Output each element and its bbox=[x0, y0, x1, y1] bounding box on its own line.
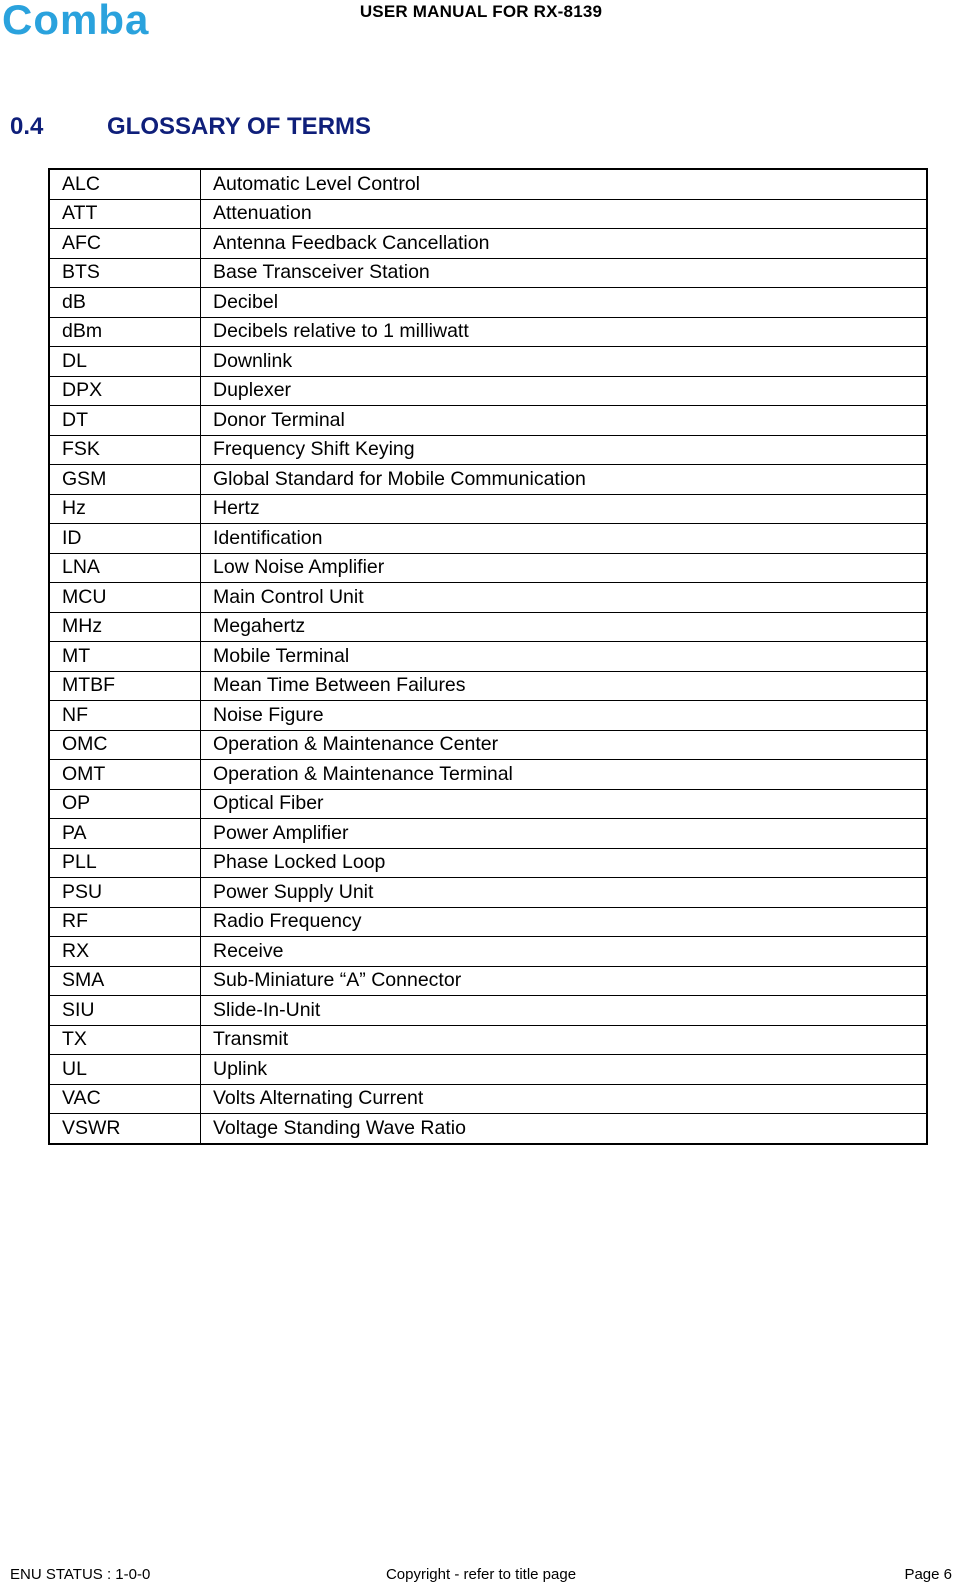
glossary-definition: Transmit bbox=[201, 1025, 928, 1055]
glossary-definition: Global Standard for Mobile Communication bbox=[201, 465, 928, 495]
footer-page-number: Page 6 bbox=[904, 1566, 952, 1583]
glossary-definition: Hertz bbox=[201, 494, 928, 524]
glossary-definition: Receive bbox=[201, 937, 928, 967]
glossary-definition: Decibel bbox=[201, 288, 928, 318]
footer-copyright: Copyright - refer to title page bbox=[385, 1566, 577, 1583]
section-title: GLOSSARY OF TERMS bbox=[107, 113, 372, 140]
glossary-definition: Uplink bbox=[201, 1055, 928, 1085]
glossary-row bbox=[49, 730, 927, 760]
glossary-definition: Frequency Shift Keying bbox=[201, 435, 928, 465]
glossary-abbreviation: dBm bbox=[49, 317, 201, 347]
glossary-abbreviation: RX bbox=[49, 937, 201, 967]
glossary-abbreviation: UL bbox=[49, 1055, 201, 1085]
glossary-row bbox=[49, 524, 927, 554]
glossary-abbreviation: MHz bbox=[49, 612, 201, 642]
glossary-row bbox=[49, 937, 927, 967]
glossary-definition: Optical Fiber bbox=[201, 789, 928, 819]
glossary-table-body bbox=[49, 169, 927, 1144]
glossary-definition: Mean Time Between Failures bbox=[201, 671, 928, 701]
glossary-abbreviation: RF bbox=[49, 907, 201, 937]
glossary-definition: Mobile Terminal bbox=[201, 642, 928, 672]
glossary-definition: Sub-Miniature “A” Connector bbox=[201, 966, 928, 996]
glossary-abbreviation: MT bbox=[49, 642, 201, 672]
glossary-abbreviation: MTBF bbox=[49, 671, 201, 701]
glossary-abbreviation: Hz bbox=[49, 494, 201, 524]
glossary-definition: Downlink bbox=[201, 347, 928, 377]
glossary-definition: Megahertz bbox=[201, 612, 928, 642]
glossary-abbreviation: DT bbox=[49, 406, 201, 436]
glossary-abbreviation: AFC bbox=[49, 229, 201, 259]
glossary-abbreviation: GSM bbox=[49, 465, 201, 495]
glossary-abbreviation: PSU bbox=[49, 878, 201, 908]
glossary-abbreviation: PA bbox=[49, 819, 201, 849]
glossary-row bbox=[49, 996, 927, 1026]
glossary-row bbox=[49, 376, 927, 406]
glossary-definition: Phase Locked Loop bbox=[201, 848, 928, 878]
glossary-definition: Radio Frequency bbox=[201, 907, 928, 937]
glossary-row bbox=[49, 288, 927, 318]
glossary-definition: Main Control Unit bbox=[201, 583, 928, 613]
glossary-row bbox=[49, 907, 927, 937]
glossary-abbreviation: OMT bbox=[49, 760, 201, 790]
glossary-row bbox=[49, 1025, 927, 1055]
glossary-table bbox=[48, 168, 928, 1145]
glossary-abbreviation: VAC bbox=[49, 1084, 201, 1114]
glossary-row bbox=[49, 553, 927, 583]
glossary-row bbox=[49, 671, 927, 701]
glossary-abbreviation: PLL bbox=[49, 848, 201, 878]
glossary-abbreviation: SIU bbox=[49, 996, 201, 1026]
logo-wordmark: Comba bbox=[2, 0, 150, 40]
glossary-row bbox=[49, 435, 927, 465]
footer-status: ENU STATUS : 1-0-0 bbox=[10, 1566, 151, 1583]
glossary-abbreviation: DPX bbox=[49, 376, 201, 406]
glossary-row bbox=[49, 406, 927, 436]
glossary-row bbox=[49, 465, 927, 495]
glossary-definition: Power Supply Unit bbox=[201, 878, 928, 908]
glossary-abbreviation: ID bbox=[49, 524, 201, 554]
glossary-abbreviation: SMA bbox=[49, 966, 201, 996]
glossary-abbreviation: ATT bbox=[49, 199, 201, 229]
glossary-definition: Operation & Maintenance Center bbox=[201, 730, 928, 760]
section-heading bbox=[10, 113, 371, 141]
section-number: 0.4 bbox=[10, 113, 44, 140]
glossary-definition: Attenuation bbox=[201, 199, 928, 229]
glossary-row bbox=[49, 169, 927, 199]
glossary-row bbox=[49, 760, 927, 790]
glossary-abbreviation: dB bbox=[49, 288, 201, 318]
glossary-row bbox=[49, 258, 927, 288]
glossary-definition: Operation & Maintenance Terminal bbox=[201, 760, 928, 790]
glossary-abbreviation: BTS bbox=[49, 258, 201, 288]
glossary-row bbox=[49, 583, 927, 613]
glossary-abbreviation: DL bbox=[49, 347, 201, 377]
glossary-definition: Duplexer bbox=[201, 376, 928, 406]
glossary-abbreviation: VSWR bbox=[49, 1114, 201, 1144]
document-title: USER MANUAL FOR RX-8139 bbox=[359, 2, 603, 21]
glossary-abbreviation: OP bbox=[49, 789, 201, 819]
glossary-definition: Power Amplifier bbox=[201, 819, 928, 849]
glossary-definition: Slide-In-Unit bbox=[201, 996, 928, 1026]
glossary-row bbox=[49, 1055, 927, 1085]
glossary-row bbox=[49, 317, 927, 347]
glossary-row bbox=[49, 789, 927, 819]
glossary-abbreviation: FSK bbox=[49, 435, 201, 465]
glossary-abbreviation: NF bbox=[49, 701, 201, 731]
glossary-row bbox=[49, 1114, 927, 1144]
glossary-abbreviation: ALC bbox=[49, 169, 201, 199]
glossary-row bbox=[49, 494, 927, 524]
glossary-row bbox=[49, 642, 927, 672]
glossary-definition: Automatic Level Control bbox=[201, 169, 928, 199]
glossary-definition: Volts Alternating Current bbox=[201, 1084, 928, 1114]
glossary-row bbox=[49, 229, 927, 259]
glossary-abbreviation: LNA bbox=[49, 553, 201, 583]
glossary-abbreviation: TX bbox=[49, 1025, 201, 1055]
glossary-abbreviation: OMC bbox=[49, 730, 201, 760]
glossary-definition: Base Transceiver Station bbox=[201, 258, 928, 288]
glossary-row bbox=[49, 878, 927, 908]
glossary-definition: Decibels relative to 1 milliwatt bbox=[201, 317, 928, 347]
glossary-row bbox=[49, 701, 927, 731]
glossary-definition: Identification bbox=[201, 524, 928, 554]
glossary-row bbox=[49, 612, 927, 642]
glossary-row bbox=[49, 848, 927, 878]
glossary-row bbox=[49, 199, 927, 229]
glossary-abbreviation: MCU bbox=[49, 583, 201, 613]
glossary-definition: Antenna Feedback Cancellation bbox=[201, 229, 928, 259]
glossary-definition: Donor Terminal bbox=[201, 406, 928, 436]
glossary-row bbox=[49, 1084, 927, 1114]
glossary-definition: Voltage Standing Wave Ratio bbox=[201, 1114, 928, 1144]
glossary-row bbox=[49, 966, 927, 996]
glossary-row bbox=[49, 819, 927, 849]
glossary-row bbox=[49, 347, 927, 377]
glossary-definition: Low Noise Amplifier bbox=[201, 553, 928, 583]
glossary-definition: Noise Figure bbox=[201, 701, 928, 731]
